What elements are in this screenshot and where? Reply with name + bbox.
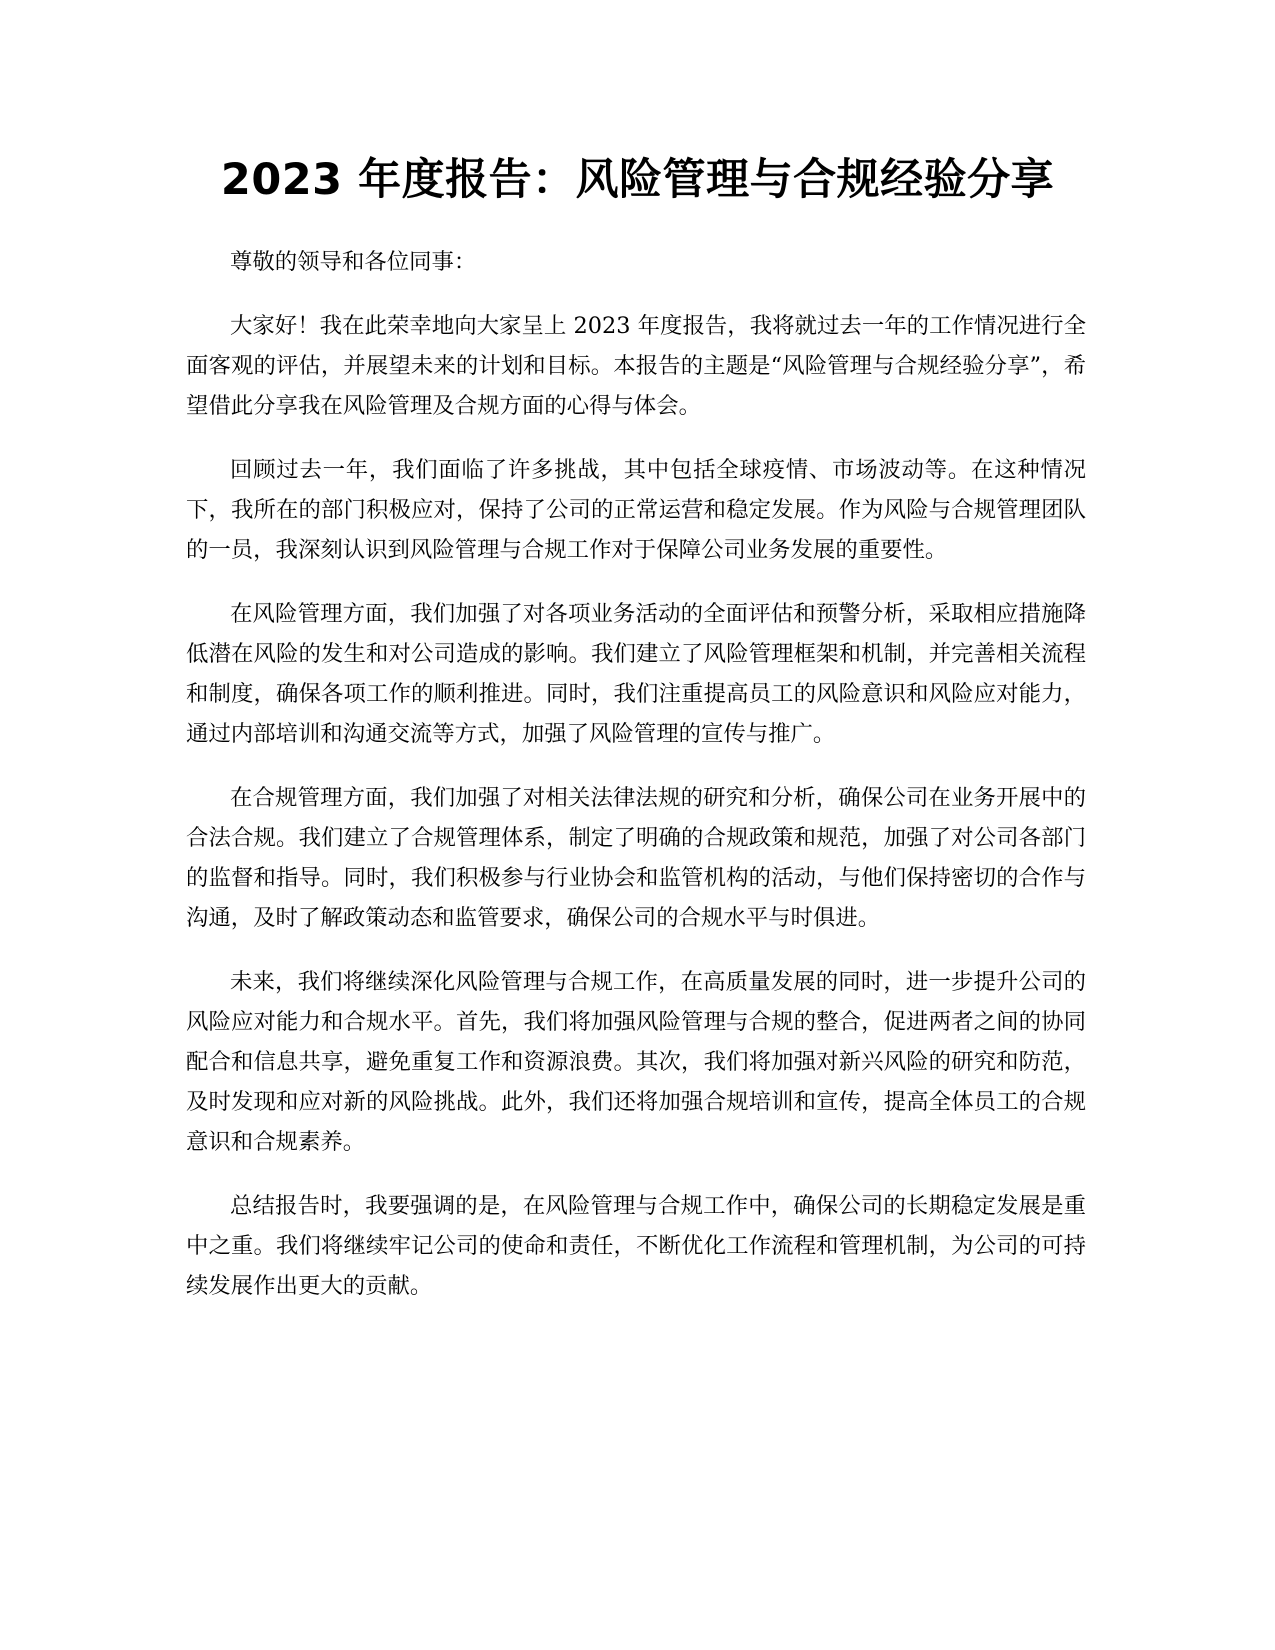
- paragraph-future-plans: 未来，我们将继续深化风险管理与合规工作，在高质量发展的同时，进一步提升公司的风险应对能力和合规水平。首先，我们将加强风险管理与合规的整合，促进两者之间的协同配合和信息共享，避免重复工作和资源浪费。其次，我们将加强对新兴风险的研究和防范，及时发现和应对新的风险挑战。此外，我们还将加强合规培训和宣传，提高全体员工的合规意识和合规素养。: [186, 969, 1086, 1155]
- document-body: [186, 242, 1086, 1330]
- salutation: 尊敬的领导和各位同事：: [230, 249, 477, 275]
- paragraph-compliance: 在合规管理方面，我们加强了对相关法律法规的研究和分析，确保公司在业务开展中的合法合规。我们建立了合规管理体系，制定了明确的合规政策和规范，加强了对公司各部门的监督和指导。同时，我们积极参与行业协会和监管机构的活动，与他们保持密切的合作与沟通，及时了解政策动态和监管要求，确保公司的合规水平与时俱进。: [186, 785, 1086, 931]
- document-title: 2023 年度报告：风险管理与合规经验分享: [220, 155, 1055, 205]
- paragraph-review: 回顾过去一年，我们面临了许多挑战，其中包括全球疫情、市场波动等。在这种情况下，我所在的部门积极应对，保持了公司的正常运营和稳定发展。作为风险与合规管理团队的一员，我深刻认识到风险管理与合规工作对于保障公司业务发展的重要性。: [186, 457, 1086, 563]
- paragraph-conclusion: 总结报告时，我要强调的是，在风险管理与合规工作中，确保公司的长期稳定发展是重中之重。我们将继续牢记公司的使命和责任，不断优化工作流程和管理机制，为公司的可持续发展作出更大的贡献。: [186, 1193, 1086, 1299]
- paragraph-greeting: 大家好！我在此荣幸地向大家呈上 2023 年度报告，我将就过去一年的工作情况进行全面客观的评估，并展望未来的计划和目标。本报告的主题是“风险管理与合规经验分享”，希望借此分享我在风险管理及合规方面的心得与体会。: [186, 313, 1086, 419]
- paragraph-risk-management: 在风险管理方面，我们加强了对各项业务活动的全面评估和预警分析，采取相应措施降低潜在风险的发生和对公司造成的影响。我们建立了风险管理框架和机制，并完善相关流程和制度，确保各项工作的顺利推进。同时，我们注重提高员工的风险意识和风险应对能力，通过内部培训和沟通交流等方式，加强了风险管理的宣传与推广。: [186, 601, 1086, 747]
